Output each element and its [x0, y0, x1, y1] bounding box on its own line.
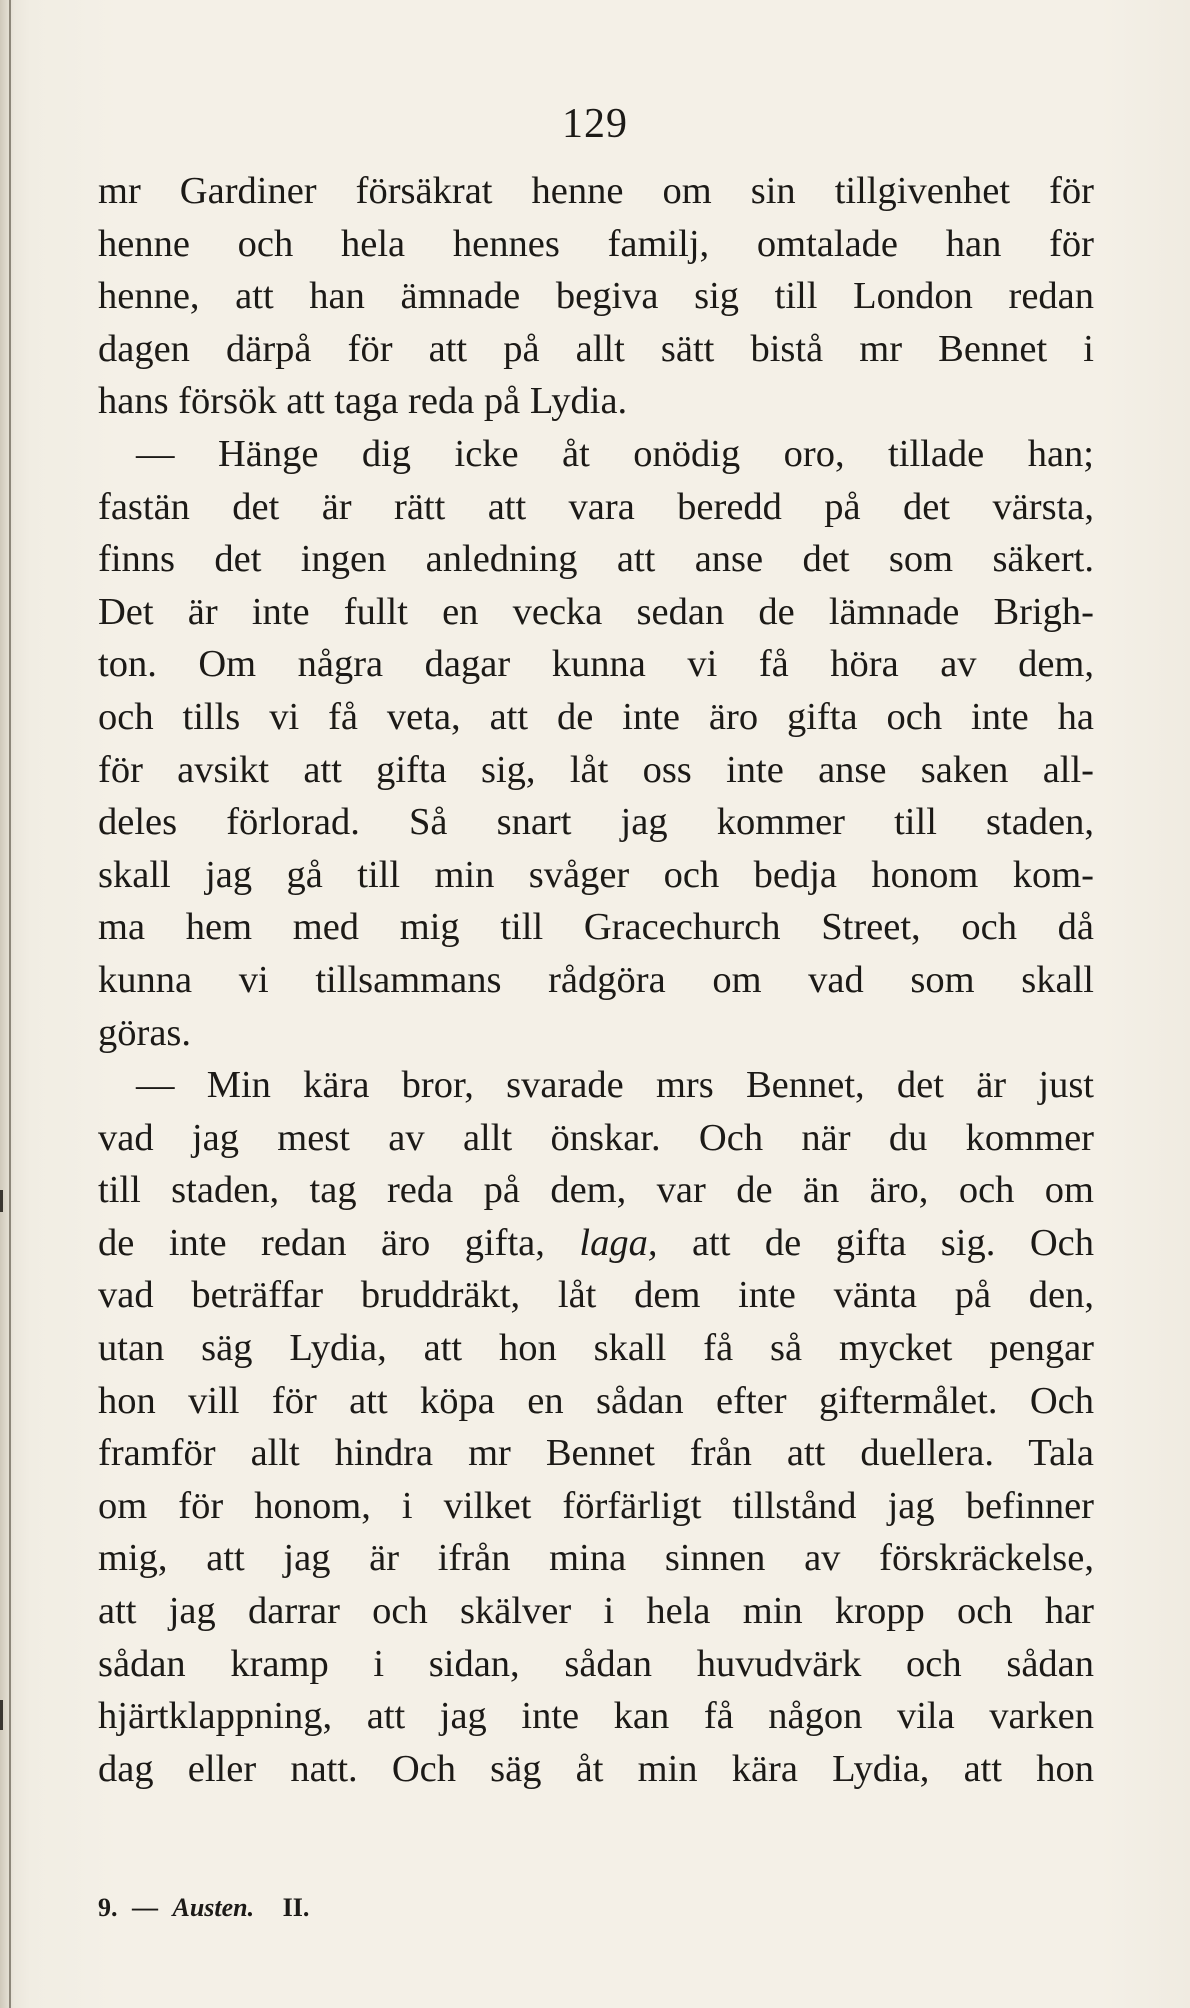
text-line: utan säg Lydia, att hon skall få så mycket pengar [98, 1327, 1094, 1370]
text-line: om för honom, i vilket förfärligt tillstånd jag befinner [98, 1484, 1094, 1527]
body-text [98, 165, 1094, 1795]
binding-line [9, 0, 11, 2008]
text-line: hjärtklappning, att jag inte kan få någon vila varken [98, 1695, 1094, 1738]
text-line: och tills vi få veta, att de inte äro gifta och inte ha [98, 695, 1094, 738]
text-line: — Hänge dig icke åt onödig oro, tillade han; [136, 432, 1094, 475]
text-line: fastän det är rätt att vara beredd på det värsta, [98, 485, 1094, 528]
text-line: dagen därpå för att på allt sätt bistå mr Bennet i [98, 327, 1094, 370]
signature-author: Austen. [172, 1893, 255, 1922]
edge-mark [0, 1700, 3, 1730]
text-line: hans försök att taga reda på Lydia. [98, 380, 628, 423]
edge-mark [0, 1190, 3, 1212]
text-run: de inte redan äro gifta, [98, 1221, 580, 1264]
text-line: för avsikt att gifta sig, låt oss inte anse saken all- [98, 748, 1094, 791]
text-line: att jag darrar och skälver i hela min kropp och har [98, 1590, 1094, 1633]
signature-dash: — [132, 1893, 158, 1922]
text-line: kunna vi tillsammans rådgöra om vad som skall [98, 958, 1094, 1001]
emphasized-word: laga, [579, 1221, 658, 1264]
signature-mark [98, 1893, 309, 1923]
text-line: framför allt hindra mr Bennet från att duellera. Tala [98, 1432, 1094, 1475]
text-line: Det är inte fullt en vecka sedan de lämnade Brigh- [98, 590, 1094, 633]
signature-number: 9. [98, 1893, 118, 1922]
text-line: finns det ingen anledning att anse det som säkert. [98, 538, 1094, 581]
text-line: mr Gardiner försäkrat henne om sin tillgivenhet för [98, 170, 1094, 212]
text-run: att de gifta sig. Och [657, 1221, 1094, 1264]
text-line: mig, att jag är ifrån mina sinnen av förskräckelse, [98, 1537, 1094, 1580]
text-line: skall jag gå till min svåger och bedja honom kom- [98, 853, 1094, 896]
text-line: sådan kramp i sidan, sådan huvudvärk och sådan [98, 1642, 1094, 1685]
signature-volume: II. [282, 1893, 310, 1922]
text-line: ton. Om några dagar kunna vi få höra av dem, [98, 643, 1094, 686]
text-line: vad beträffar bruddräkt, låt dem inte vänta på den, [98, 1274, 1094, 1317]
text-line: deles förlorad. Så snart jag kommer till staden, [98, 801, 1094, 844]
text-line: henne, att han ämnade begiva sig till London redan [98, 275, 1094, 318]
text-line: till staden, tag reda på dem, var de än äro, och om [98, 1169, 1094, 1212]
text-line [98, 1217, 1094, 1270]
text-line: dag eller natt. Och säg åt min kära Lydia, att hon [98, 1747, 1094, 1790]
text-line: vad jag mest av allt önskar. Och när du kommer [98, 1116, 1094, 1159]
text-line: — Min kära bror, svarade mrs Bennet, det är just [136, 1064, 1094, 1107]
text-line: göras. [98, 1011, 192, 1054]
text-line: henne och hela hennes familj, omtalade han för [98, 222, 1094, 265]
text-line: ma hem med mig till Gracechurch Street, och då [98, 906, 1094, 949]
page-number: 129 [562, 101, 628, 147]
text-line: hon vill för att köpa en sådan efter giftermålet. Och [98, 1379, 1094, 1422]
